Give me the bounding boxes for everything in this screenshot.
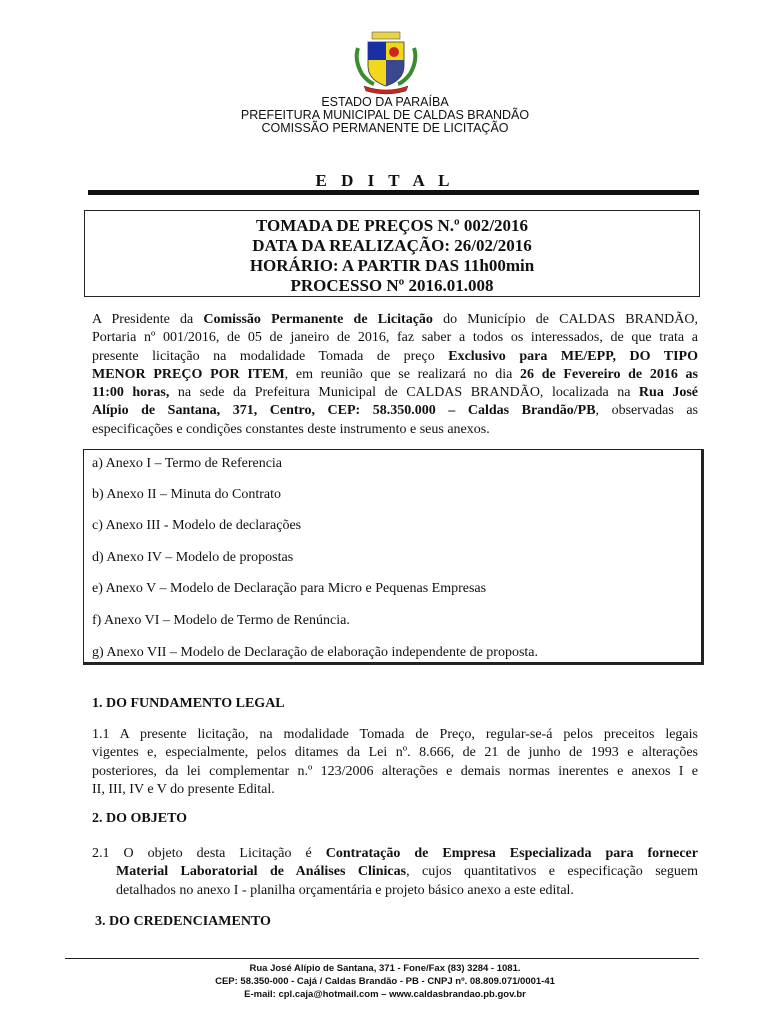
section-2-paragraph: 2.1 O objeto desta Licitação é Contratação de Empresa Especializada para fornecer Material Laboratorial de Análises Clinicas, cujos quantitativos e especificação seguem detalhados no anexo I - planilha orçamentária e projeto básico anexo a este edital. <box>92 846 698 898</box>
annex-item: f) Anexo VI – Modelo de Termo de Renúncia. <box>92 613 350 628</box>
section-3-heading: 3. DO CREDENCIAMENTO <box>95 914 271 929</box>
procurement-date: DATA DA REALIZAÇÃO: 26/02/2016 <box>252 236 532 255</box>
procurement-time: HORÁRIO: A PARTIR DAS 11h00min <box>249 256 535 275</box>
annex-item: d) Anexo IV – Modelo de propostas <box>92 550 294 565</box>
footer-contact: E-mail: cpl.caja@hotmail.com – www.caldasbrandao.pb.gov.br <box>244 989 526 1000</box>
annex-item: g) Anexo VII – Modelo de Declaração de elaboração independente de proposta. <box>92 645 539 660</box>
procurement-info-box <box>84 210 700 297</box>
footer-divider <box>65 958 699 959</box>
intro-paragraph: A Presidente da Comissão Permanente de Licitação do Município de CALDAS BRANDÃO, Portaria nº 001/2016, de 05 de janeiro de 2016, faz saber a todos os interessados, de que trata a presente licitação na modalidade Tomada de preço Exclusivo para ME/EPP, DO TIPO MENOR PREÇO POR ITEM, em reunião que se realizará no dia 26 de Fevereiro de 2016 as 11:00 horas, na sede da Prefeitura Municipal de CALDAS BRANDÃO, localizada na Rua José Alípio de Santana, 371, Centro, CEP: 58.350.000 – Caldas Brandão/PB, observadas as especificações e condições constantes deste instrumento e seus anexos. <box>92 312 699 437</box>
title-divider <box>88 190 699 195</box>
header-state: ESTADO DA PARAÍBA <box>321 95 449 109</box>
annex-item: a) Anexo I – Termo de Referencia <box>92 456 283 471</box>
annex-item: e) Anexo V – Modelo de Declaração para Micro e Pequenas Empresas <box>92 581 487 596</box>
section-1-paragraph: 1.1 A presente licitação, na modalidade Tomada de Preço, regular-se-á pelos preceitos legais vigentes e, especialmente, pelos ditames da Lei nº. 8.666, de 21 de junho de 1993 e alterações posteriores, da lei complementar n.º 123/2006 alterações e demais normas inerentes e anexos I e II, III, IV e V do presente Edital. <box>92 727 698 797</box>
annex-item: c) Anexo III - Modelo de declarações <box>92 518 302 533</box>
footer-address: Rua José Alípio de Santana, 371 - Fone/Fax (83) 3284 - 1081. <box>249 963 521 974</box>
procurement-number: TOMADA DE PREÇOS N.º 002/2016 <box>255 216 529 235</box>
section-2-heading: 2. DO OBJETO <box>92 811 188 826</box>
header-prefecture: PREFEITURA MUNICIPAL DE CALDAS BRANDÃO <box>240 108 530 122</box>
footer-cnpj: CEP: 58.350-000 - Cajá / Caldas Brandão - PB - CNPJ nº. 08.809.071/0001-41 <box>215 976 555 987</box>
document-title: E D I T A L <box>315 171 455 190</box>
section-1-heading: 1. DO FUNDAMENTO LEGAL <box>92 696 285 711</box>
annex-item: b) Anexo II – Minuta do Contrato <box>92 487 281 502</box>
annex-list-box <box>83 449 704 665</box>
municipal-crest-icon <box>350 30 422 96</box>
procurement-process: PROCESSO Nº 2016.01.008 <box>290 276 494 295</box>
header-commission: COMISSÃO PERMANENTE DE LICITAÇÃO <box>261 121 509 135</box>
